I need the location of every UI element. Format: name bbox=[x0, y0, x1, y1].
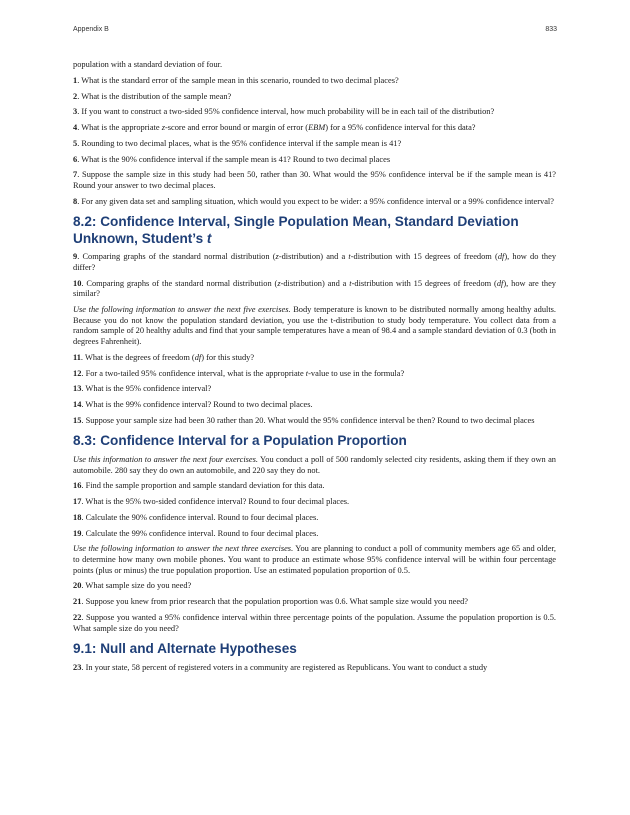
running-header-section: Appendix B bbox=[73, 26, 109, 33]
exercise-number: 18 bbox=[73, 512, 82, 522]
text-run: . Comparing graphs of the standard normal distribution ( bbox=[81, 278, 278, 288]
exercise-number: 8 bbox=[73, 196, 78, 206]
text-run: 8.2: Confidence Interval, Single Population Mean, Standard Deviation Unknown, Student’s bbox=[73, 214, 519, 246]
text-run: . Rounding to two decimal places, what is the 95% confidence interval if the sample mean is 41? bbox=[77, 138, 402, 148]
paragraph bbox=[73, 544, 556, 576]
text-run: . For a two-tailed 95% confidence interval, what is the appropriate bbox=[81, 368, 306, 378]
exercise-item bbox=[73, 513, 556, 524]
exercise-number: 13 bbox=[73, 384, 82, 394]
text-run: You are planning to conduct a poll of community members age 65 and older, to determine how many own mobile phones. You want to produce an estimate whose 95% confidence interval will be within four percentage points (plus or minus) the true population proportion. Use an estimated population proportion of 0.5. bbox=[73, 544, 556, 575]
text-run: . What sample size do you need? bbox=[81, 581, 192, 591]
exercise-number: 6 bbox=[73, 154, 78, 164]
text-run: . Calculate the 99% confidence interval. Round to four decimal places. bbox=[81, 528, 319, 538]
text-run: . Calculate the 90% confidence interval. Round to four decimal places. bbox=[81, 512, 319, 522]
page-content bbox=[73, 60, 556, 678]
paragraph bbox=[73, 455, 556, 476]
exercise-number: 14 bbox=[73, 400, 82, 410]
exercise-item bbox=[73, 529, 556, 540]
exercise-number: 19 bbox=[73, 528, 82, 538]
exercise-item bbox=[73, 497, 556, 508]
text-run: . What is the 90% confidence interval if the sample mean is 41? Round to two decimal places bbox=[77, 154, 391, 164]
text-run: -distribution with 15 degrees of freedom ( bbox=[351, 278, 497, 288]
text-run: . Find the sample proportion and sample standard deviation for this data. bbox=[81, 481, 325, 491]
exercise-number: 22 bbox=[73, 613, 82, 622]
text-run: . Suppose your sample size had been 30 rather than 20. What would the 95% confidence interval be then? Round to two decimal places bbox=[81, 415, 535, 425]
italic-text: z bbox=[161, 123, 165, 133]
exercise-number: 21 bbox=[73, 597, 82, 607]
text-run: . What is the 95% two-sided confidence interval? Round to four decimal places. bbox=[81, 497, 350, 507]
italic-text: df bbox=[496, 278, 504, 288]
italic-text: t bbox=[206, 230, 212, 246]
italic-text: t bbox=[305, 368, 309, 378]
text-run: . What is the distribution of the sample mean? bbox=[77, 91, 232, 101]
text-run: ) for this study? bbox=[201, 352, 255, 362]
exercise-item bbox=[73, 107, 556, 118]
text-run: -score and error bound or margin of error ( bbox=[164, 123, 309, 133]
exercise-item bbox=[73, 663, 556, 674]
exercise-item bbox=[73, 76, 556, 87]
text-run: -value to use in the formula? bbox=[308, 368, 405, 378]
italic-text: Use the following information to answer the next five exercises. bbox=[73, 305, 291, 315]
exercise-item bbox=[73, 353, 556, 364]
text-run: . Suppose the sample size in this study had been 50, rather than 30. What would the 95% confidence interval be if the sample mean is 41? Round your answer to two decimal places. bbox=[73, 170, 556, 191]
text-run: population with a standard deviation of four. bbox=[73, 60, 223, 69]
exercise-number: 17 bbox=[73, 497, 82, 507]
text-run: ) for a 95% confidence interval for this data? bbox=[325, 123, 476, 133]
text-run: . What is the appropriate bbox=[77, 123, 162, 133]
exercise-number: 20 bbox=[73, 581, 82, 591]
exercise-item bbox=[73, 400, 556, 411]
exercise-number: 23 bbox=[73, 662, 82, 672]
italic-text: t bbox=[349, 278, 352, 288]
italic-text: z bbox=[277, 278, 281, 288]
text-run: . What is the degrees of freedom ( bbox=[80, 352, 195, 362]
exercise-item bbox=[73, 170, 556, 191]
exercise-item bbox=[73, 123, 556, 134]
text-run: . In your state, 58 percent of registered voters in a community are registered as Republicans. You want to conduct a study bbox=[81, 662, 488, 672]
text-run: You conduct a poll of 500 randomly selected city residents, asking them if they own an automobile. 280 say they do own an automobile, and 220 say they do not. bbox=[73, 454, 556, 475]
section-heading bbox=[73, 214, 556, 247]
exercise-number: 11 bbox=[73, 352, 81, 362]
text-run: -distribution with 15 degrees of freedom ( bbox=[350, 252, 498, 262]
text-run: -distribution) and a bbox=[280, 278, 350, 288]
exercise-item bbox=[73, 597, 556, 608]
text-run: ), how are they similar? bbox=[73, 278, 556, 299]
text-run: 9.1: Null and Alternate Hypotheses bbox=[73, 641, 297, 657]
exercise-number: 15 bbox=[73, 415, 82, 425]
exercise-item bbox=[73, 92, 556, 103]
text-run: -distribution) and a bbox=[278, 252, 349, 262]
text-run: . If you want to construct a two-sided 95% confidence interval, how much probability will be in each tail of the distribution? bbox=[77, 107, 495, 117]
exercise-item bbox=[73, 613, 556, 634]
exercise-number: 3 bbox=[73, 107, 78, 117]
italic-text: t bbox=[348, 252, 351, 262]
text-run: Body temperature is known to be distributed normally among healthy adults. Because you do not know the population standard deviation, you use the t-distribution to study body temperature. You collect data from a random sample of 20 healthy adults and find that your sample temperatures have a mean of 98.4 and a sample standard deviation of 0.3 (both in degrees Fahrenheit). bbox=[73, 305, 557, 346]
paragraph bbox=[73, 60, 556, 71]
exercise-number: 5 bbox=[73, 138, 78, 148]
exercise-number: 7 bbox=[73, 170, 78, 180]
text-run: . For any given data set and sampling situation, which would you expect to be wider: a 95% confidence interval or a 99% confidence interval? bbox=[77, 196, 554, 206]
text-run: . Comparing graphs of the standard normal distribution ( bbox=[77, 252, 276, 262]
exercise-item bbox=[73, 197, 556, 208]
text-run: . Suppose you wanted a 95% confidence interval within three percentage points of the population. Assume the population proportion is 0.5. What sample size do you need? bbox=[73, 613, 556, 633]
exercise-number: 12 bbox=[73, 368, 82, 378]
text-run: . What is the 99% confidence interval? Round to two decimal places. bbox=[81, 400, 313, 410]
text-run: . What is the 95% confidence interval? bbox=[81, 384, 212, 394]
exercise-number: 10 bbox=[73, 278, 82, 288]
italic-text: EBM bbox=[308, 123, 326, 133]
section-heading bbox=[73, 641, 556, 658]
italic-text: df bbox=[497, 252, 505, 262]
exercise-number: 9 bbox=[73, 252, 78, 262]
exercise-number: 16 bbox=[73, 481, 82, 491]
exercise-number: 2 bbox=[73, 91, 78, 101]
exercise-item bbox=[73, 369, 556, 380]
exercise-number: 1 bbox=[73, 75, 78, 85]
section-heading bbox=[73, 433, 556, 450]
exercise-item bbox=[73, 139, 556, 150]
exercise-item bbox=[73, 416, 556, 427]
italic-text: df bbox=[194, 352, 202, 362]
exercise-item bbox=[73, 581, 556, 592]
exercise-item bbox=[73, 481, 556, 492]
exercise-item bbox=[73, 155, 556, 166]
exercise-number: 4 bbox=[73, 123, 78, 133]
italic-text: z bbox=[275, 252, 279, 262]
exercise-item bbox=[73, 252, 556, 273]
text-run: . Suppose you knew from prior research that the population proportion was 0.6. What sample size would you need? bbox=[81, 597, 469, 607]
italic-text: Use the following information to answer the next three exercises. bbox=[73, 544, 294, 554]
exercise-item bbox=[73, 279, 556, 300]
text-run: 8.3: Confidence Interval for a Population Proportion bbox=[73, 433, 407, 449]
paragraph bbox=[73, 305, 556, 347]
text-run: ), how do they differ? bbox=[73, 252, 557, 273]
italic-text: Use this information to answer the next four exercises. bbox=[73, 454, 258, 464]
exercise-item bbox=[73, 384, 556, 395]
page-number: 833 bbox=[545, 26, 557, 33]
text-run: . What is the standard error of the sample mean in this scenario, rounded to two decimal places? bbox=[77, 75, 399, 85]
